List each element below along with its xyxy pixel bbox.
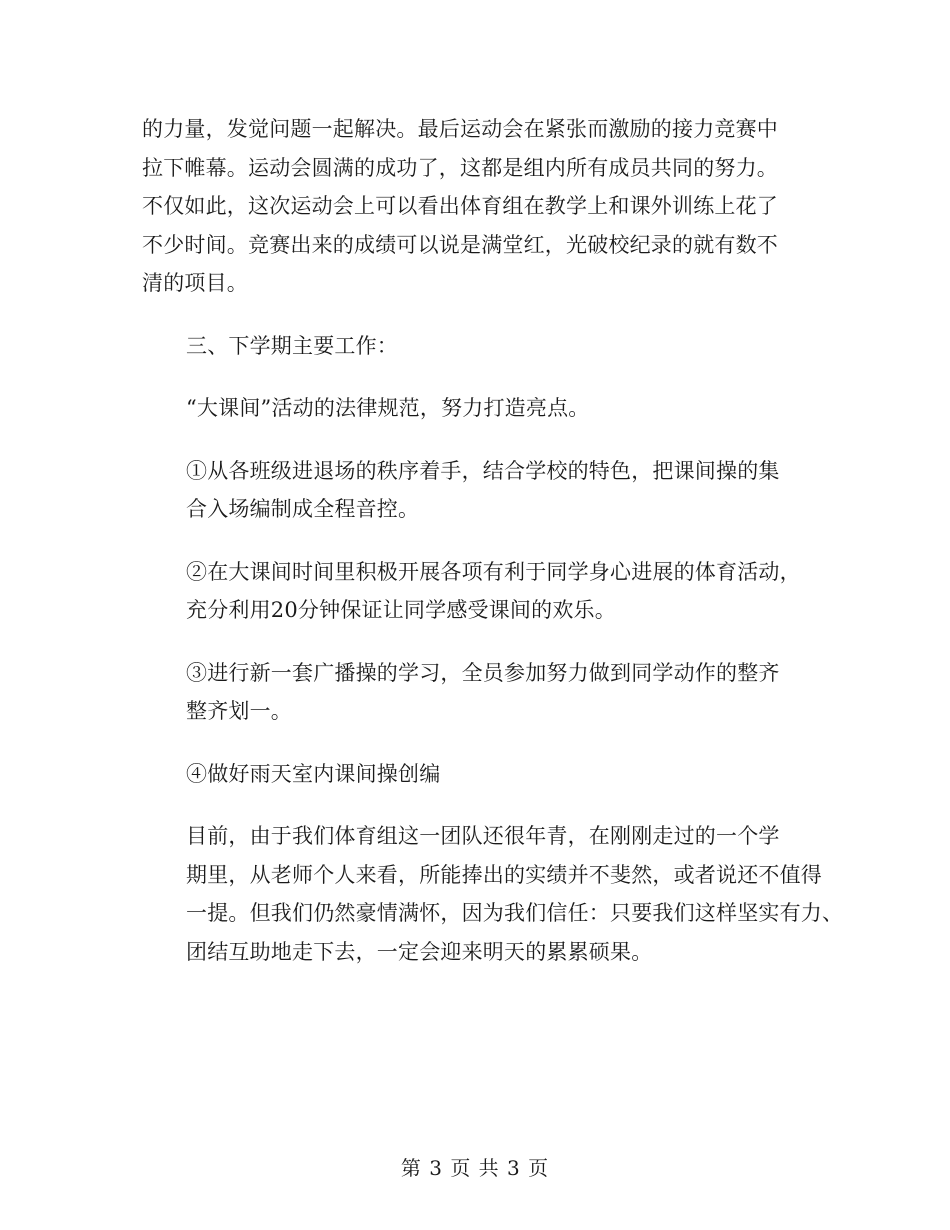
paragraph-line: 不仅如此，这次运动会上可以看出体育组在教学上和课外训练上花了 xyxy=(142,194,778,218)
document-body xyxy=(142,110,844,995)
paragraph xyxy=(142,755,808,794)
paragraph-line: 目前，由于我们体育组这一团队还很年青，在刚刚走过的一个学 xyxy=(186,824,780,848)
paragraph-line: 整齐划一。 xyxy=(186,699,292,723)
paragraph-line: 期里，从老师个人来看，所能捧出的实绩并不斐然，或者说还不值得 xyxy=(186,862,822,887)
paragraph-line: 拉下帷幕。运动会圆满的成功了，这都是组内所有成员共同的努力。 xyxy=(142,155,778,180)
paragraph-line: ②在大课间时间里积极开展各项有利于同学身心进展的体育活动， xyxy=(186,559,801,584)
paragraph xyxy=(142,327,808,366)
paragraph-line: 团结互助地走下去，一定会迎来明天的累累硕果。 xyxy=(186,939,653,964)
paragraph-line: 不少时间。竞赛出来的成绩可以说是满堂红，光破校纪录的就有数不 xyxy=(142,232,778,257)
paragraph xyxy=(142,553,808,630)
paragraph-line: 三、下学期主要工作： xyxy=(186,333,398,358)
paragraph-line: 的力量，发觉问题一起解决。最后运动会在紧张而激励的接力竞赛中 xyxy=(142,117,778,141)
paragraph-line: “大课间”活动的法律规范，努力打造亮点。 xyxy=(186,396,590,420)
paragraph-line: 充分利用20分钟保证让同学感受课间的欢乐。 xyxy=(186,598,616,622)
paragraph-line: 清的项目。 xyxy=(142,271,248,295)
paragraph xyxy=(142,389,808,428)
paragraph-line: 合入场编制成全程音控。 xyxy=(186,497,420,521)
paragraph xyxy=(142,452,808,529)
page-footer: 第 3 页 共 3 页 xyxy=(400,1156,550,1180)
paragraph xyxy=(142,654,808,731)
paragraph xyxy=(142,817,844,971)
paragraph xyxy=(142,110,808,303)
paragraph-line: ①从各班级进退场的秩序着手，结合学校的特色，把课间操的集 xyxy=(186,458,780,483)
paragraph-line: ③进行新一套广播操的学习，全员参加努力做到同学动作的整齐 xyxy=(186,660,780,685)
paragraph-line: 一提。但我们仍然豪情满怀，因为我们信任：只要我们这样坚实有力、 xyxy=(186,901,844,925)
paragraph-line: ④做好雨天室内课间操创编 xyxy=(186,761,441,786)
